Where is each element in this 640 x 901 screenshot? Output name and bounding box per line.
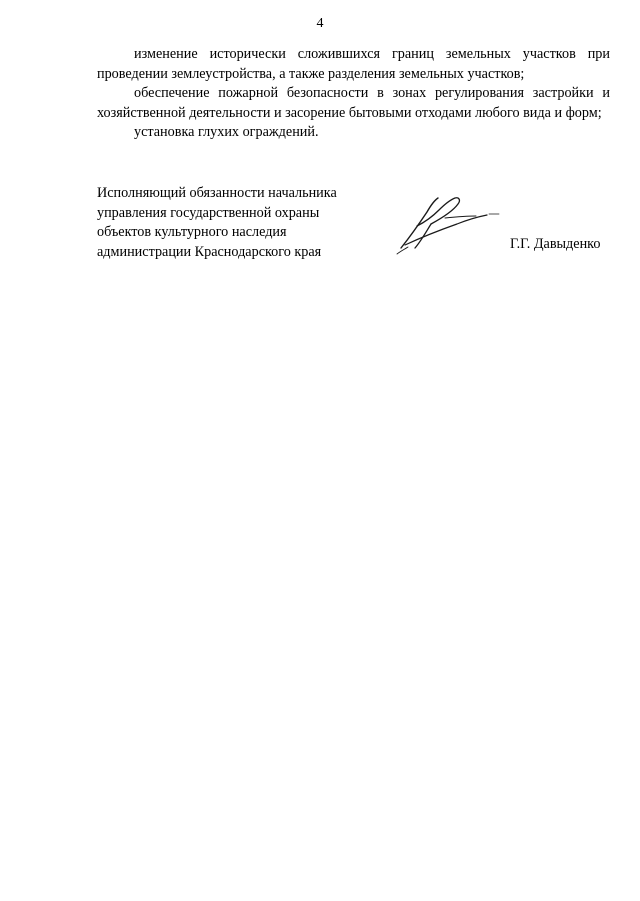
signatory-position [97,184,337,262]
position-line: администрации Краснодарского края [97,243,322,260]
paragraph-fences: установка глухих ограждений. [134,124,319,140]
position-line: Исполняющий обязанности начальника [97,185,337,201]
paragraph-land-boundaries: изменение исторически сложившихся границ земельных участков при проведении землеустройства, а также разделения земельных участков; [97,46,610,82]
page-number: 4 [316,16,324,31]
position-line: управления государственной охраны [97,204,320,221]
handwritten-signature-icon [395,192,500,258]
signer-name: Г.Г. Давыденко [510,236,601,252]
paragraph-fire-safety: обеспечение пожарной безопасности в зонах регулирования застройки и хозяйственной деятельности и засорение бытовыми отходами любого вида и форм; [97,85,610,121]
position-line: объектов культурного наследия [97,224,287,240]
document-body [97,45,610,143]
